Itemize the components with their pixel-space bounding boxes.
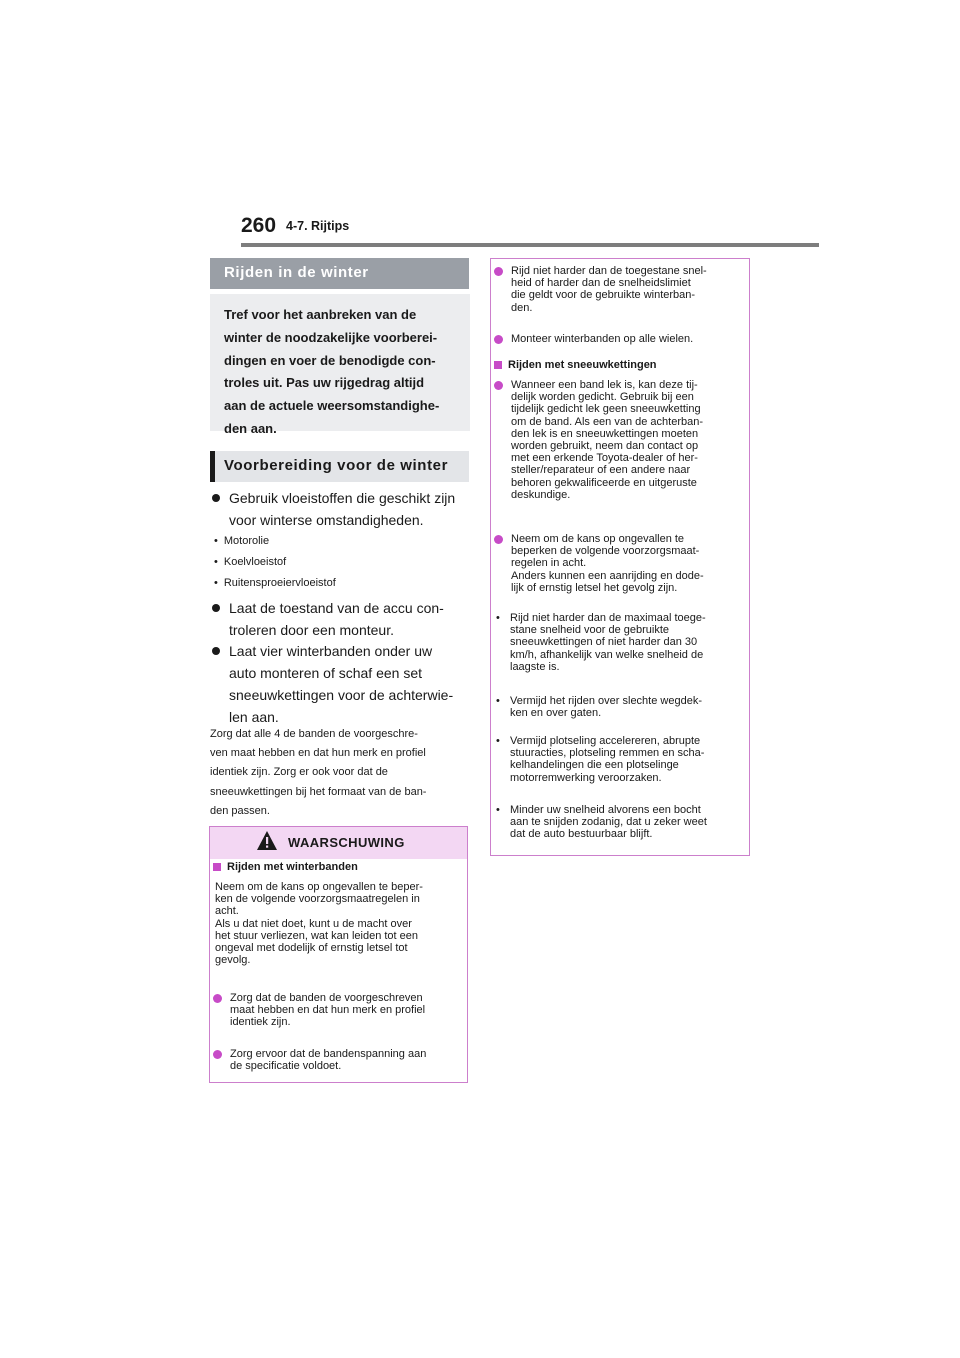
- warning-triangle-icon: [256, 830, 278, 852]
- page-number: 260: [241, 214, 277, 237]
- header-rule: [241, 243, 819, 247]
- intro-line: winter de noodzakelijke voorberei-: [224, 329, 438, 345]
- intro-box: [210, 294, 470, 436]
- bullet-fluids: Gebruik vloeistoffen die geschikt zijn voor winterse omstandigheden.: [212, 487, 472, 531]
- bullet-dot-icon: [494, 535, 503, 544]
- chapter-title: 4-7. Rijtips: [286, 219, 350, 233]
- intro-line: dingen en voer de benodigde con-: [224, 352, 436, 368]
- warning-paragraph: Neem om de kans op ongevallen te beper- ken de volgende voorzorgsmaatregelen in acht. Als u dat niet doet, kunt u de macht over het stuur verliezen, wat kan leiden tot een ongeval met dodelijk of ernstig letsel tot gevolg.: [215, 881, 423, 967]
- right-subitem-max-speed: • Rijd niet harder dan de maximaal toege- stane snelheid voor de gebruikte sneeuwkettingen of niet harder dan 30 km/h, afhankelijk van welke snelheid de laagste is.: [496, 612, 706, 673]
- right-item-all-wheels: Monteer winterbanden op alle wielen.: [494, 333, 756, 345]
- warning-box: [209, 826, 468, 1083]
- right-item-flat-tyre: Wanneer een band lek is, kan deze tij- delijk worden gedicht. Gebruik bij een tijdelijk gedicht lek geen sneeuwketting om de band. Als een van de achterban- den lek is en sneeuwkettingen moeten worden gebruikt, neem dan contact op met een erkende Toyota-dealer of her- steller/reparateur of een andere naar behoren gekwalificeerde en uitgeruste deskundige.: [494, 379, 756, 501]
- right-subhead-snow-chains: Rijden met sneeuwkettingen: [494, 359, 657, 371]
- warning-item-tyre-size: Zorg dat de banden de voorgeschreven maat hebben en dat hun merk en profiel identiek zijn.: [213, 992, 475, 1029]
- section-title-winter-driving: Rijden in de winter: [210, 258, 469, 289]
- right-item-speed: Rijd niet harder dan de toegestane snel- heid of harder dan de snelheidslimiet die geldt voor de gebruikte winterban- den.: [494, 265, 756, 314]
- warning-title: WAARSCHUWING: [288, 835, 405, 850]
- list-item: • Motorolie: [214, 535, 269, 547]
- right-subitem-bad-roads: • Vermijd het rijden over slechte wegdek- ken en over gaten.: [496, 695, 702, 720]
- bullet-dot-icon: [494, 335, 503, 344]
- intro-line: troles uit. Pas uw rijgedrag altijd: [224, 375, 425, 391]
- list-item: • Koelvloeistof: [214, 556, 286, 568]
- intro-line: Tref voor het aanbreken van de: [224, 307, 417, 322]
- continued-warning-box: [490, 258, 750, 856]
- right-subitem-sudden-actions: • Vermijd plotseling accelereren, abrupte stuuracties, plotseling remmen en scha- kelhandelingen die een plotselinge motorremwerking veroorzaken.: [496, 735, 705, 784]
- bullet-dot-icon: [494, 381, 503, 390]
- square-bullet-icon: [213, 863, 221, 871]
- section-accent-bar: [210, 451, 215, 482]
- square-bullet-icon: [494, 361, 502, 369]
- bullet-dot-icon: [212, 647, 220, 655]
- bullet-dot-icon: [213, 994, 222, 1003]
- bullet-winter-tyres: Laat vier winterbanden onder uw auto monteren of schaf een set sneeuwkettingen voor de achterwie- len aan.: [212, 640, 472, 728]
- bullet-dot-icon: [212, 604, 220, 612]
- right-item-precautions: Neem om de kans op ongevallen te beperken de volgende voorzorgsmaat- regelen in acht. Anders kunnen een aanrijding en dode- lijk of ernstig letsel het gevolg zijn.: [494, 533, 756, 594]
- warning-item-tyre-pressure: Zorg ervoor dat de bandenspanning aan de specificatie voldoet.: [213, 1048, 475, 1072]
- intro-line: aan de actuele weersomstandighe-: [224, 398, 440, 414]
- warning-subhead: Rijden met winterbanden: [213, 861, 358, 873]
- tyre-paragraph: Zorg dat alle 4 de banden de voorgeschre- ven maat hebben en dat hun merk en profiel identiek zijn. Zorg er ook voor dat de sneeuwkettingen bij het formaat van de ban- den passen.: [210, 728, 427, 817]
- bullet-dot-icon: [494, 267, 503, 276]
- bullet-dot-icon: [213, 1050, 222, 1059]
- right-subitem-slow-for-bends: • Minder uw snelheid alvorens een bocht aan te snijden zodanig, dat u zeker weet dat de auto bestuurbaar blijft.: [496, 804, 707, 841]
- bullet-battery: Laat de toestand van de accu con- troleren door een monteur.: [212, 597, 472, 641]
- intro-line: den aan.: [224, 420, 277, 436]
- list-item: • Ruitensproeiervloeistof: [214, 577, 336, 589]
- section-title-winter-prep: Voorbereiding voor de winter: [210, 451, 469, 482]
- bullet-dot-icon: [212, 494, 220, 502]
- warning-header: [210, 827, 467, 859]
